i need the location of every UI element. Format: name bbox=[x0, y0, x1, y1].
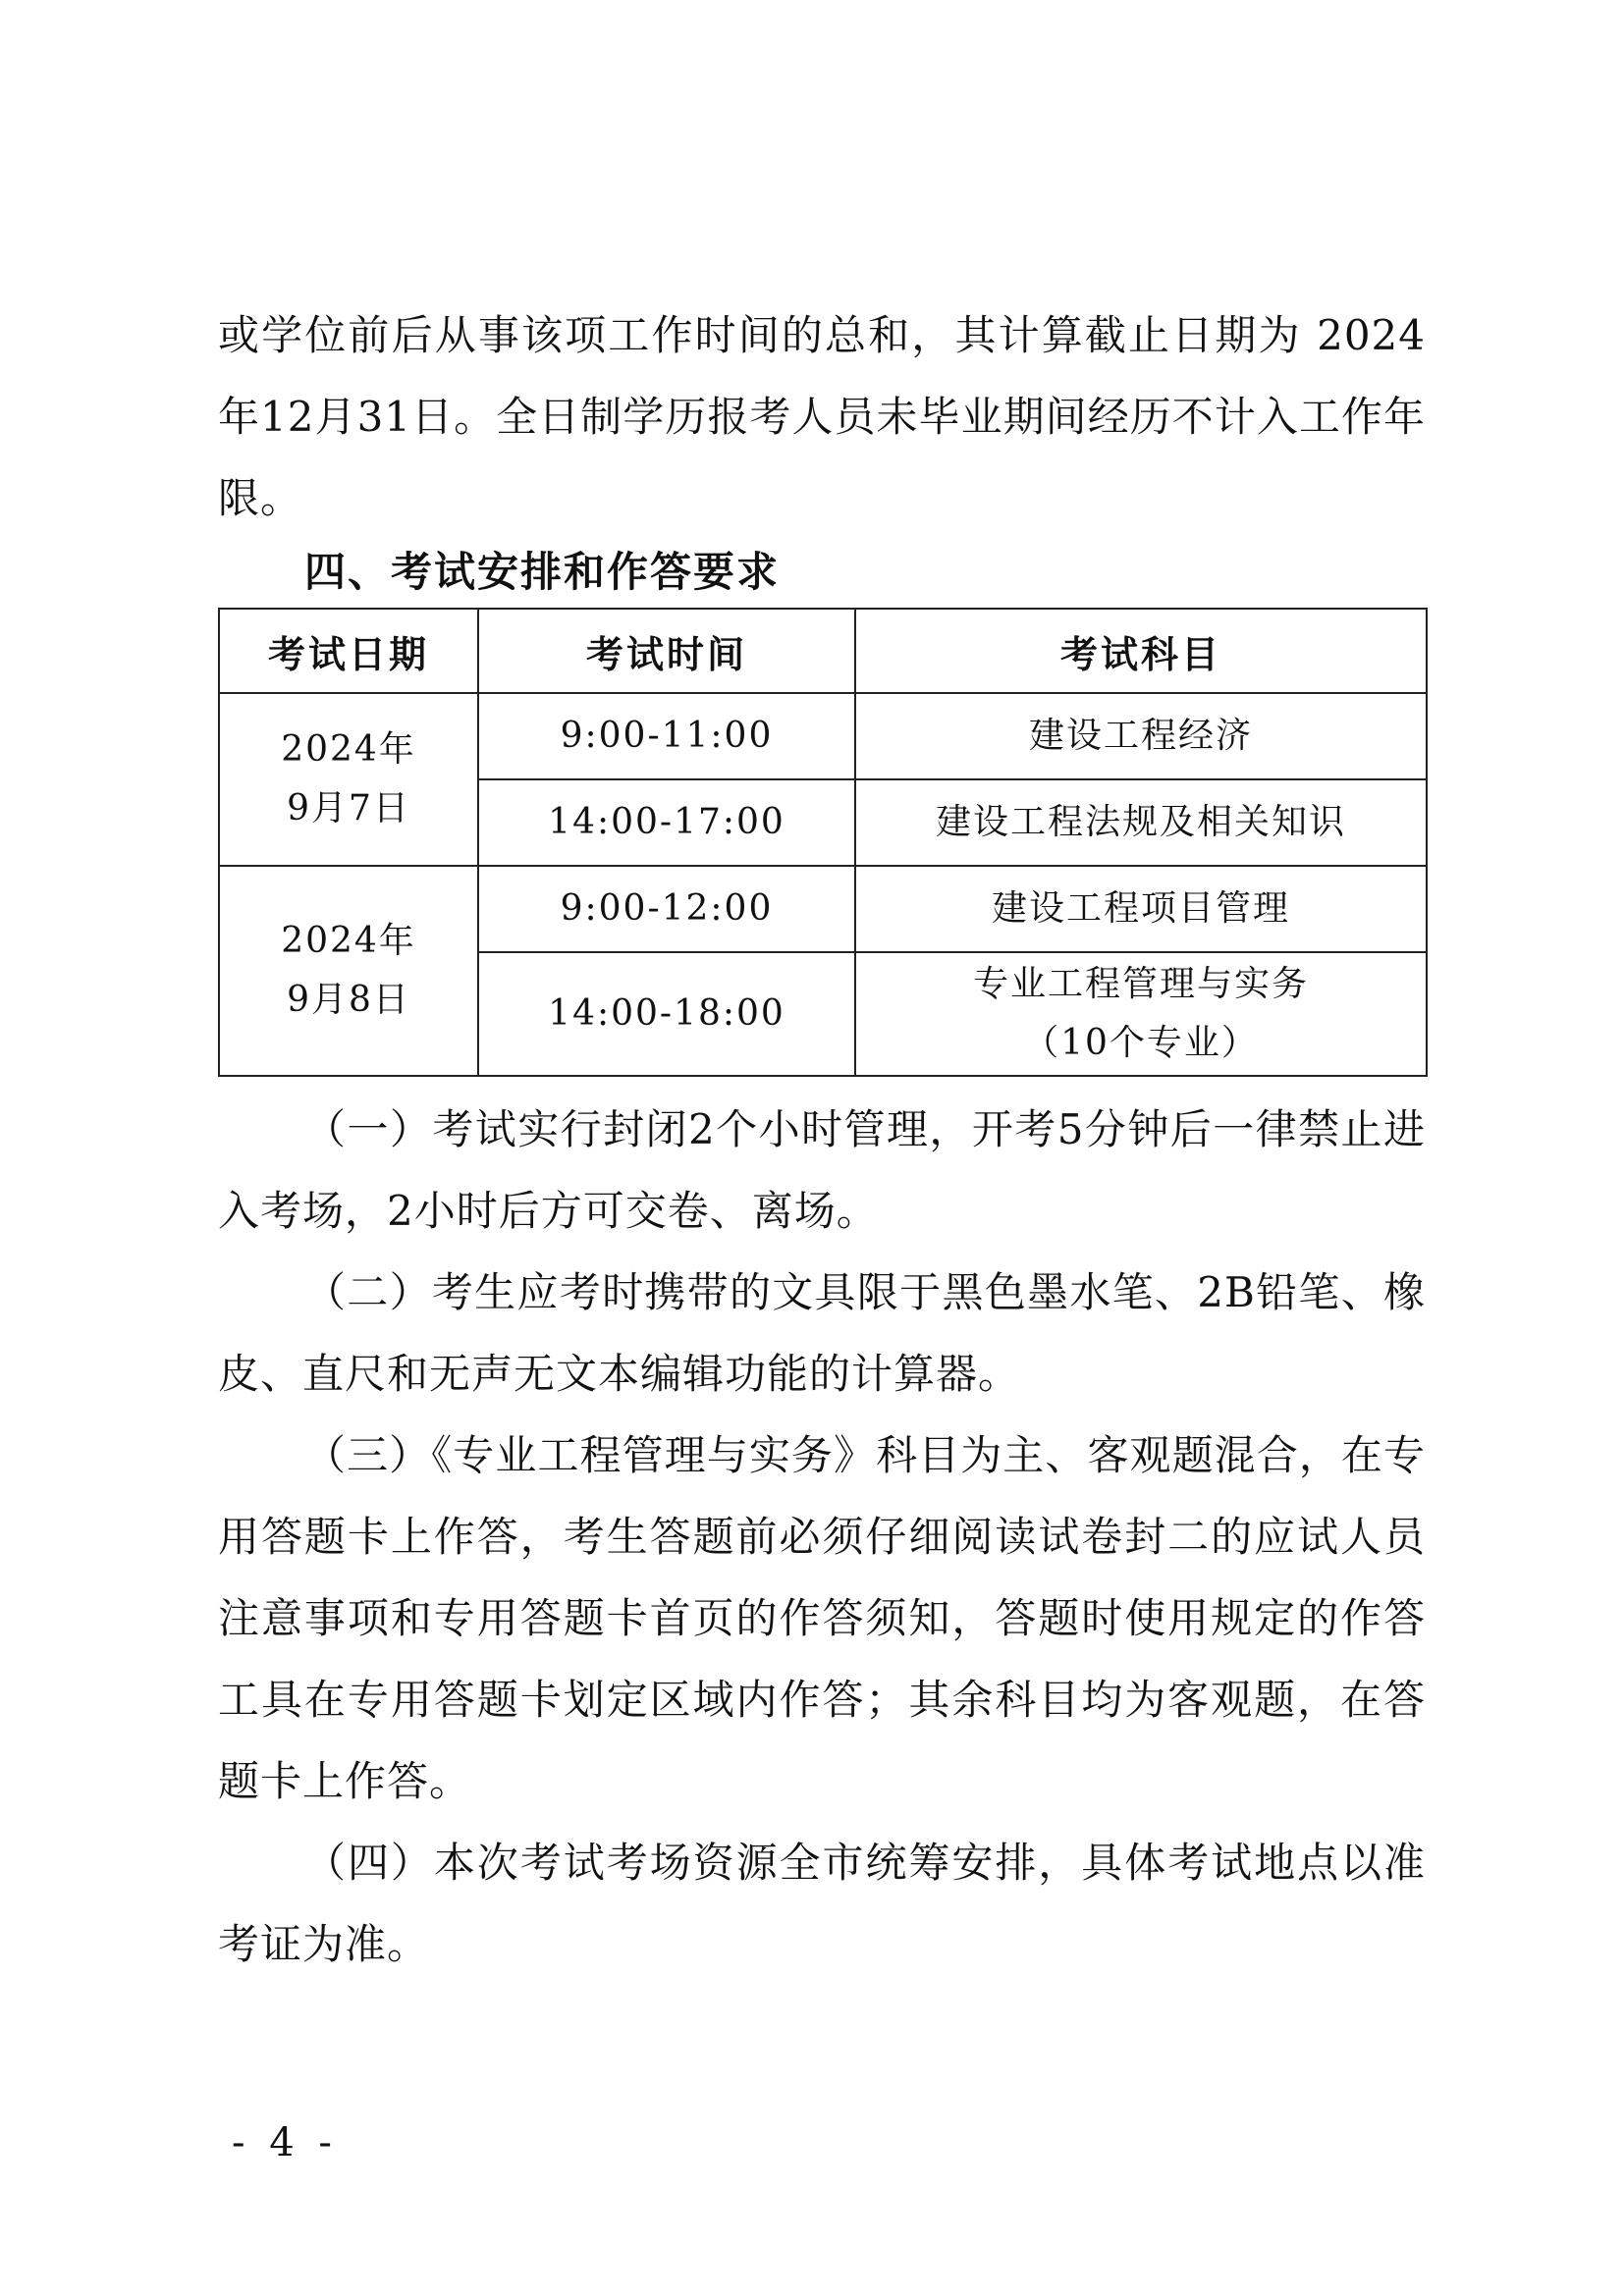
exam-time-cell: 14:00-18:00 bbox=[478, 952, 855, 1076]
header-exam-time: 考试时间 bbox=[478, 609, 855, 693]
exam-subject-cell bbox=[855, 952, 1427, 1076]
section-heading: 四、考试安排和作答要求 bbox=[304, 548, 781, 596]
exam-subject-note: （10个专业） bbox=[1023, 1023, 1259, 1063]
exam-subject-name: 专业工程管理与实务 bbox=[972, 964, 1309, 1004]
exam-date-year: 2024年 bbox=[281, 729, 416, 770]
table-row bbox=[219, 693, 1427, 779]
exam-schedule-table bbox=[218, 608, 1428, 1077]
exam-subject-cell: 建设工程经济 bbox=[855, 693, 1427, 779]
exam-date-day: 9月8日 bbox=[287, 980, 410, 1020]
exam-subject-cell: 建设工程项目管理 bbox=[855, 866, 1427, 952]
exam-subject-cell: 建设工程法规及相关知识 bbox=[855, 779, 1427, 866]
requirement-3-paragraph: （三）《专业工程管理与实务》科目为主、客观题混合，在专用答题卡上作答，考生答题前必须仔细阅读试卷封二的应试人员注意事项和专用答题卡首页的作答须知，答题时使用规定的作答工具在专用答题卡划定区域内作答；其余科目均为客观题，在答题卡上作答。 bbox=[218, 1431, 1426, 1805]
exam-date-year: 2024年 bbox=[281, 921, 416, 961]
exam-time-cell: 9:00-12:00 bbox=[478, 866, 855, 952]
requirement-2-paragraph: （二）考生应考时携带的文具限于黑色墨水笔、2B铅笔、橡皮、直尺和无声无文本编辑功能的计算器。 bbox=[218, 1268, 1426, 1398]
header-exam-subject: 考试科目 bbox=[855, 609, 1427, 693]
exam-time-cell: 14:00-17:00 bbox=[478, 779, 855, 866]
requirement-4-paragraph: （四）本次考试考场资源全市统筹安排，具体考试地点以准考证为准。 bbox=[218, 1839, 1426, 1968]
table-row bbox=[219, 866, 1427, 952]
intro-paragraph: 或学位前后从事该项工作时间的总和，其计算截止日期为 2024年12月31日。全日制学历报考人员未毕业期间经历不计入工作年限。 bbox=[218, 311, 1426, 522]
exam-date-day: 9月7日 bbox=[287, 788, 410, 828]
header-exam-date: 考试日期 bbox=[219, 609, 478, 693]
page-number: - 4 - bbox=[232, 2120, 338, 2165]
page-content bbox=[218, 294, 1426, 1985]
exam-date-cell bbox=[219, 866, 478, 1076]
exam-time-cell: 9:00-11:00 bbox=[478, 693, 855, 779]
exam-date-cell bbox=[219, 693, 478, 866]
requirement-1-paragraph: （一）考试实行封闭2个小时管理，开考5分钟后一律禁止进入考场，2小时后方可交卷、离场。 bbox=[218, 1105, 1426, 1235]
table-header-row bbox=[219, 609, 1427, 693]
